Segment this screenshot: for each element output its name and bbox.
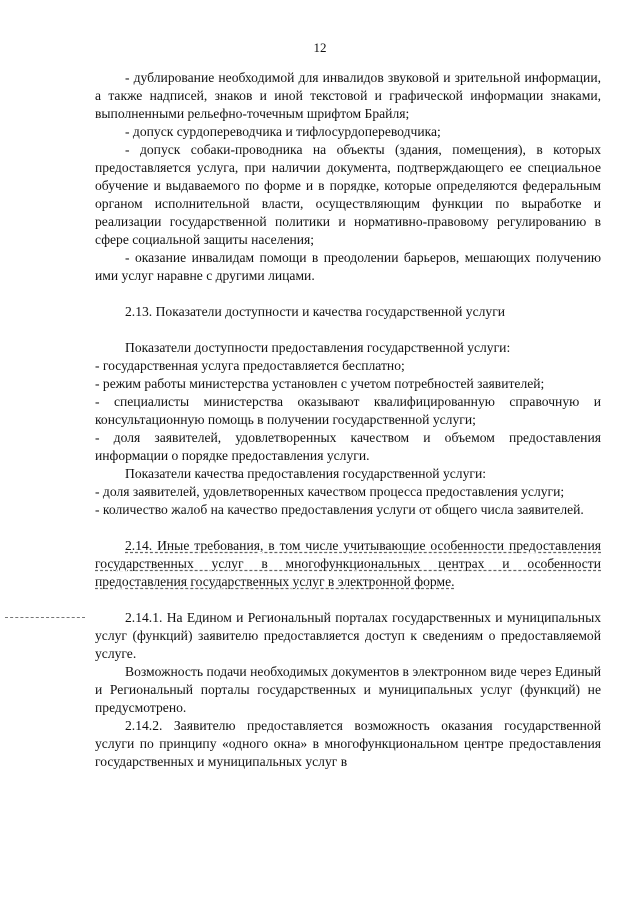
paragraph: - дублирование необходимой для инвалидов звуковой и зрительной информации, а также надписей, знаков и иной текстовой и графической информации знаками, выполненными рельефно-точечным шрифтом Брайля;	[95, 70, 601, 121]
paragraph: - доля заявителей, удовлетворенных качеством и объемом предоставления информации о порядке предоставления услуги.	[95, 430, 601, 463]
paragraph-gap	[95, 519, 601, 537]
paragraph: Показатели качества предоставления государственной услуги:	[125, 466, 486, 481]
paragraph-gap	[95, 591, 601, 609]
paragraph: - количество жалоб на качество предоставления услуги от общего числа заявителей.	[95, 502, 584, 517]
paragraph: - государственная услуга предоставляется бесплатно;	[95, 358, 405, 373]
page-number: 12	[313, 40, 327, 55]
scan-artifact-line	[5, 617, 85, 618]
paragraph: 2.14.1. На Едином и Региональный порталах государственных и муниципальных услуг (функций) заявителю предоставляется доступ к сведениям о предоставляемой услуге.	[95, 610, 601, 661]
paragraph: - доля заявителей, удовлетворенных качеством процесса предоставления услуги;	[95, 484, 565, 499]
paragraph: 2.14.2. Заявителю предоставляется возможность оказания государственной услуги по принципу «одного окна» в многофункциональном центре предоставления государственных и муниципальных услуг в	[95, 718, 601, 769]
paragraph: - режим работы министерства установлен с учетом потребностей заявителей;	[95, 376, 545, 391]
document-body	[95, 69, 601, 771]
paragraph: - допуск собаки-проводника на объекты (здания, помещения), в которых предоставляется услуга, при наличии документа, подтверждающего ее специальное обучение и выдаваемого по форме и в порядке, которые определяются федеральным органом исполнительной власти, осуществляющим функции по выработке и реализации государственной политики и нормативно-правовому регулированию в сфере социальной защиты населения;	[95, 142, 601, 247]
paragraph: - оказание инвалидам помощи в преодолении барьеров, мешающих получению ими услуг наравне с другими лицами.	[95, 250, 601, 283]
paragraph: Показатели доступности предоставления государственной услуги:	[125, 340, 511, 355]
paragraph: 2.13. Показатели доступности и качества государственной услуги	[125, 304, 506, 319]
paragraph-gap	[95, 285, 601, 303]
paragraph: - специалисты министерства оказывают квалифицированную справочную и консультационную помощь в получении государственной услуги;	[95, 394, 601, 427]
paragraph: 2.14. Иные требования, в том числе учитывающие особенности предоставления государственных услуг в многофункциональных центрах и особенности предоставления государственных услуг в электронной форме.	[95, 538, 601, 589]
paragraph: Возможность подачи необходимых документов в электронном виде через Единый и Региональный порталы государственных и муниципальных услуг (функций) не предусмотрено.	[95, 664, 601, 715]
paragraph: - допуск сурдопереводчика и тифлосурдопереводчика;	[125, 124, 441, 139]
paragraph-gap	[95, 321, 601, 339]
